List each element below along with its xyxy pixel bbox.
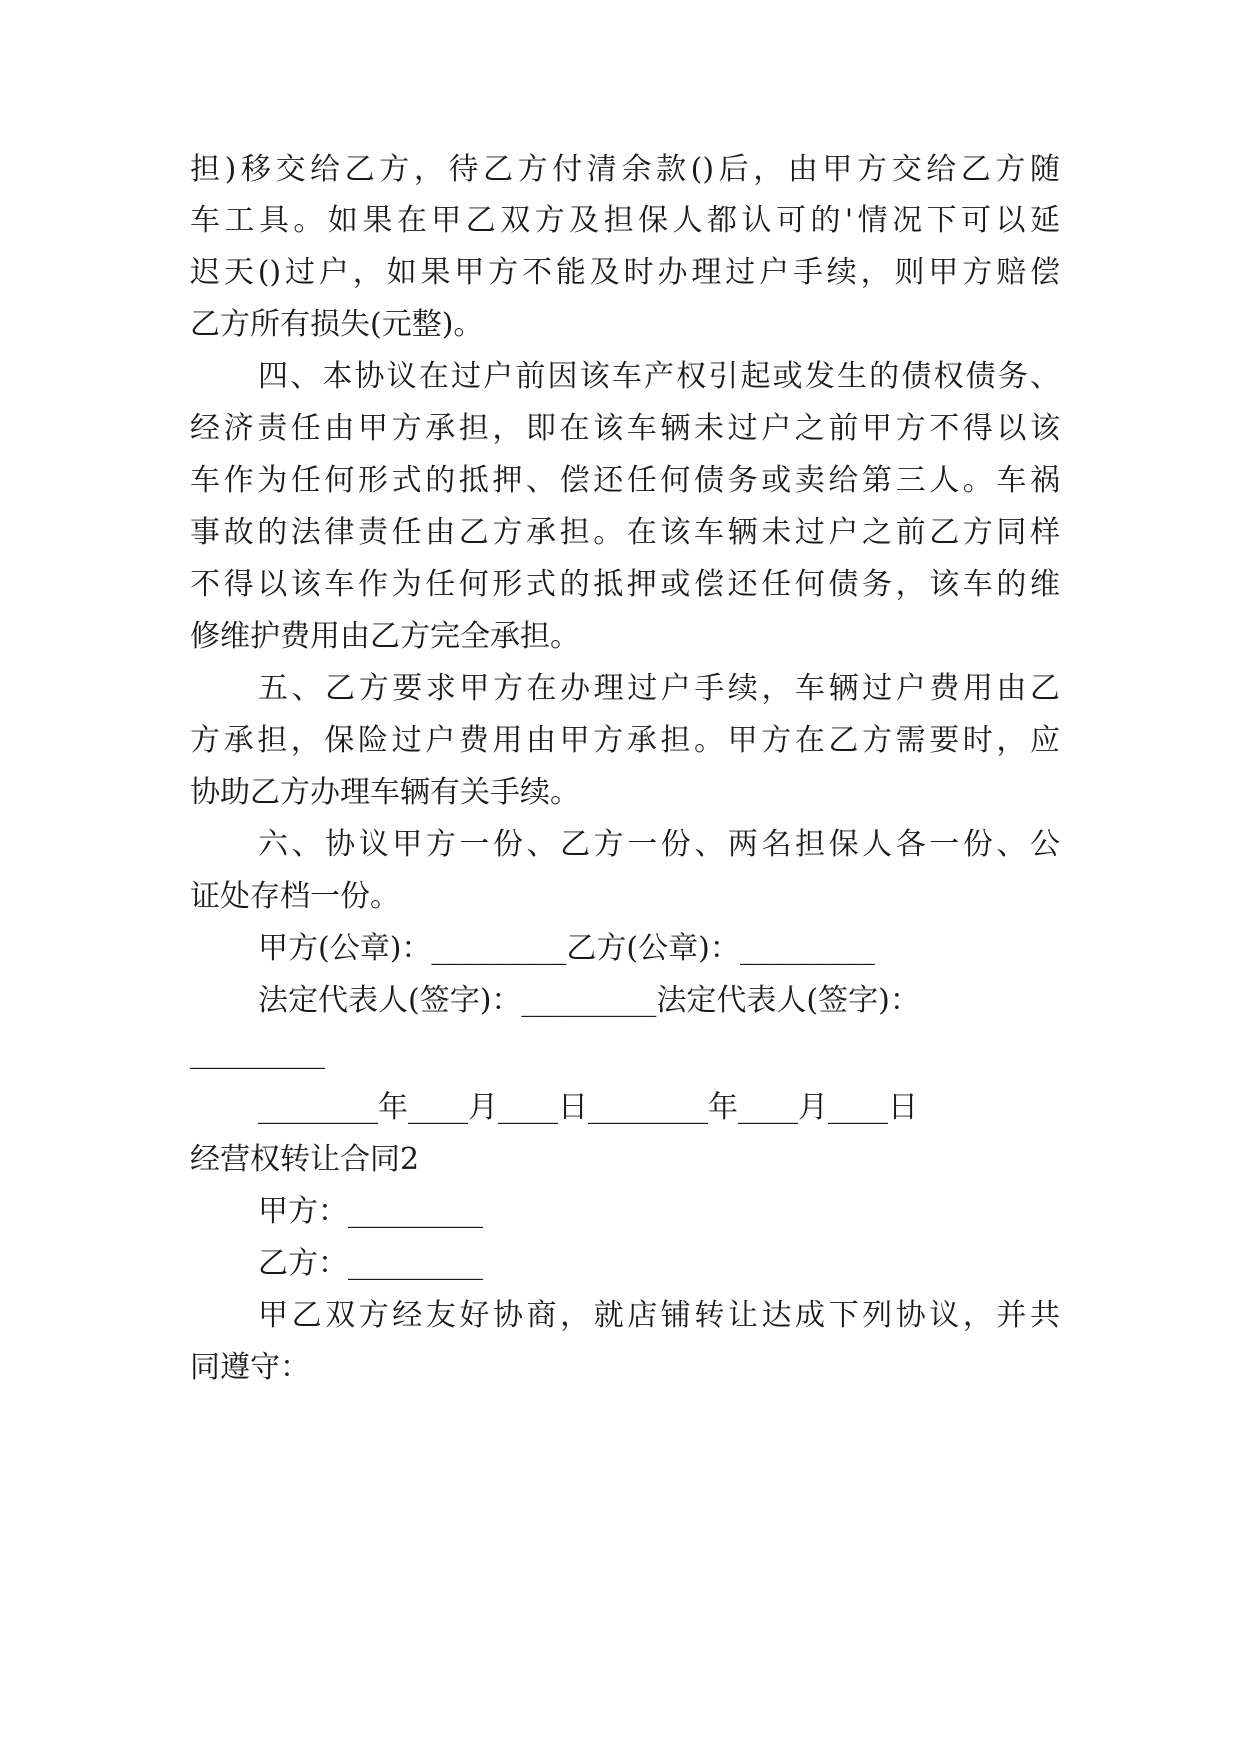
clause-six-heading-line: 六、协议甲方一份、乙方一份、两名担保人各一份、公 [258, 827, 1060, 862]
paragraph-line: 同遵守： [190, 1350, 310, 1385]
paragraph-line: 车作为任何形式的抵押、偿还任何债务或卖给第三人。车祸 [190, 463, 1060, 498]
contract-title: 经营权转让合同2 [190, 1142, 420, 1177]
paragraph-line: 经济责任由甲方承担，即在该车辆未过户之前甲方不得以该 [190, 411, 1060, 446]
paragraph-line: 车工具。如果在甲乙双方及担保人都认可的'情况下可以延 [190, 203, 1060, 238]
party-a-field: 甲方：_________ [258, 1194, 483, 1229]
paragraph-line: 迟天()过户，如果甲方不能及时办理过户手续，则甲方赔偿 [190, 255, 1060, 290]
clause-four-heading-line: 四、本协议在过户前因该车产权引起或发生的债权债务、 [258, 359, 1060, 394]
representative-signature-line: 法定代表人(签字)：_________法定代表人(签字)： [258, 983, 920, 1018]
clause-five-heading-line: 五、乙方要求甲方在办理过户手续，车辆过户费用由乙 [258, 671, 1060, 706]
paragraph-line: 协助乙方办理车辆有关手续。 [190, 775, 580, 810]
paragraph-line: 不得以该车作为任何形式的抵押或偿还任何债务，该车的维 [190, 567, 1060, 602]
intro-paragraph-line: 甲乙双方经友好协商，就店铺转让达成下列协议，并共 [258, 1298, 1060, 1333]
paragraph-line: 修维护费用由乙方完全承担。 [190, 619, 580, 654]
paragraph-line: 事故的法律责任由乙方承担。在该车辆未过户之前乙方同样 [190, 515, 1060, 550]
paragraph-line: 方承担，保险过户费用由甲方承担。甲方在乙方需要时，应 [190, 723, 1060, 758]
seal-line: 甲方(公章)：_________乙方(公章)：_________ [258, 931, 875, 966]
signature-blank: _________ [190, 1035, 325, 1070]
paragraph-line: 担)移交给乙方，待乙方付清余款()后，由甲方交给乙方随 [190, 152, 1060, 187]
paragraph-line: 乙方所有损失(元整)。 [190, 307, 484, 342]
party-b-field: 乙方：_________ [258, 1246, 483, 1281]
paragraph-line: 证处存档一份。 [190, 879, 400, 914]
date-line: ________年____月____日________年____月____日 [258, 1090, 918, 1125]
